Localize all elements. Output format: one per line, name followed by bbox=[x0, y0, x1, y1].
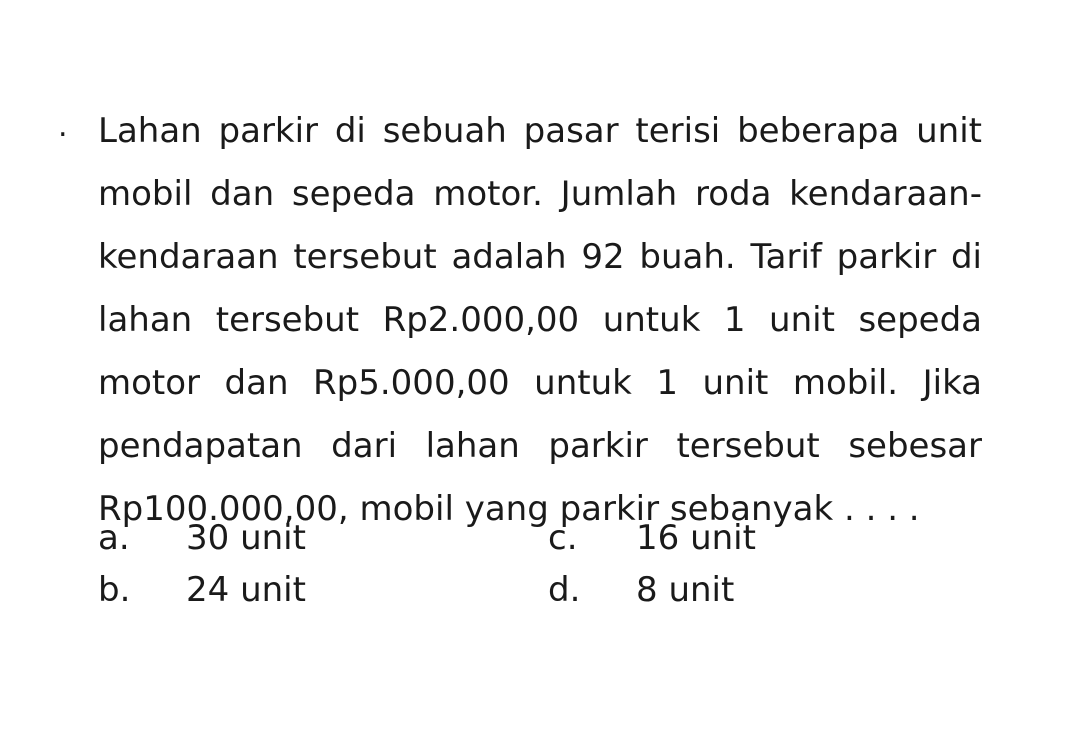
option-c bbox=[548, 518, 756, 558]
options-row-1 bbox=[98, 518, 898, 570]
option-b bbox=[98, 570, 306, 610]
option-a bbox=[98, 518, 306, 558]
option-b-letter: b. bbox=[98, 570, 131, 610]
option-a-text: 30 unit bbox=[186, 518, 306, 558]
option-b-text: 24 unit bbox=[186, 570, 306, 610]
question-text: Lahan parkir di sebuah pasar terisi beberapa unit mobil dan sepeda motor. Jumlah roda kendaraan-kendaraan tersebut adalah 92 buah. Tarif parkir di lahan tersebut Rp2.000,00 untuk 1 unit sepeda motor dan Rp5.000,00 untuk 1 unit mobil. Jika pendapatan dari lahan parkir tersebut sebesar Rp100.000,00, mobil yang parkir sebanyak . . . . bbox=[98, 111, 982, 529]
question-marker: . bbox=[58, 109, 68, 144]
option-a-letter: a. bbox=[98, 518, 130, 558]
answer-options bbox=[98, 518, 898, 622]
option-c-letter: c. bbox=[548, 518, 578, 558]
option-d-text: 8 unit bbox=[636, 570, 735, 610]
option-d-letter: d. bbox=[548, 570, 581, 610]
option-c-text: 16 unit bbox=[636, 518, 756, 558]
options-row-2 bbox=[98, 570, 898, 622]
option-d bbox=[548, 570, 734, 610]
